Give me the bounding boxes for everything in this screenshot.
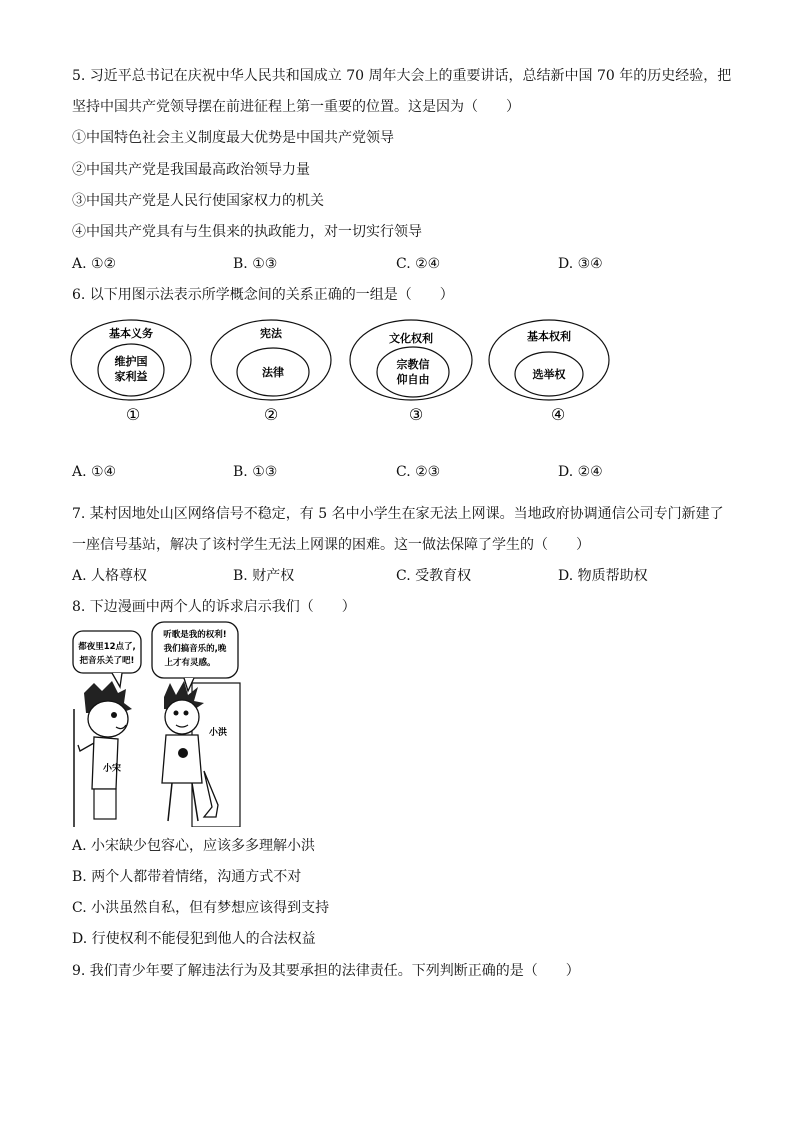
svg-text:都夜里12点了,: 都夜里12点了,: [78, 642, 136, 652]
q8-option-d[interactable]: D. 行使权利不能侵犯到他人的合法权益: [72, 931, 316, 947]
character-xiaohong: [162, 681, 227, 821]
svg-text:我们搞音乐的,晚: 我们搞音乐的,晚: [163, 644, 227, 654]
right-speech-bubble: [152, 622, 238, 691]
q7-option-b[interactable]: B. 财产权: [233, 568, 295, 584]
q5-option-b[interactable]: B. ①③: [233, 256, 278, 272]
q7-option-a[interactable]: A. 人格尊权: [72, 568, 148, 584]
venn-4-outer-label: 基本权利: [527, 330, 571, 343]
venn-1-inner-line1: 维护国: [114, 355, 148, 368]
q9-stem: 9. 我们青少年要了解违法行为及其要承担的法律责任。下列判断正确的是（ ）: [72, 963, 580, 979]
q6-stem: 6. 以下用图示法表示所学概念间的关系正确的一组是（ ）: [72, 287, 454, 303]
q5-option-d[interactable]: D. ③④: [558, 256, 603, 272]
svg-text:听歌是我的权利!: 听歌是我的权利!: [163, 630, 227, 640]
q7-stem-line1: 7. 某村因地处山区网络信号不稳定，有 5 名中小学生在家无法上网课。当地政府协调通信公司专门新建了: [72, 506, 724, 522]
venn-2-number: ②: [263, 405, 279, 424]
left-speech-bubble: [73, 631, 141, 687]
venn-3-inner-line2: 仰自由: [396, 373, 430, 386]
venn-2-inner-line1: 法律: [262, 366, 284, 379]
venn-diagrams: [68, 316, 628, 436]
q5-statement-4: ④中国共产党具有与生俱来的执政能力，对一切实行领导: [72, 224, 422, 240]
venn-diagram-4: [489, 320, 609, 424]
q5-statement-3: ③中国共产党是人民行使国家权力的机关: [72, 193, 324, 209]
venn-3-outer-label: 文化权利: [389, 332, 433, 345]
q5-option-c[interactable]: C. ②④: [396, 256, 441, 272]
q5-option-a[interactable]: A. ①②: [72, 256, 117, 272]
venn-4-number: ④: [550, 405, 566, 424]
q5-stem-line2: 坚持中国共产党领导摆在前进征程上第一重要的位置。这是因为（ ）: [72, 99, 520, 115]
character-xiaosong: [78, 681, 132, 819]
svg-text:上才有灵感。: 上才有灵感。: [164, 658, 216, 668]
name-label-xiaosong: 小宋: [102, 764, 122, 774]
venn-diagram-3: [350, 320, 472, 424]
venn-1-outer-label: 基本义务: [109, 327, 153, 340]
q7-stem-line2: 一座信号基站，解决了该村学生无法上网课的困难。这一做法保障了学生的（ ）: [72, 537, 590, 553]
venn-2-outer-label: 宪法: [260, 327, 282, 340]
name-label-xiaohong: 小洪: [208, 728, 228, 738]
q8-option-a[interactable]: A. 小宋缺少包容心，应该多多理解小洪: [72, 838, 316, 854]
venn-diagram-1: [71, 320, 191, 424]
venn-1-number: ①: [125, 405, 141, 424]
q8-option-c[interactable]: C. 小洪虽然自私，但有梦想应该得到支持: [72, 900, 330, 916]
q5-statement-2: ②中国共产党是我国最高政治领导力量: [72, 162, 310, 178]
q7-option-d[interactable]: D. 物质帮助权: [558, 568, 648, 584]
venn-3-number: ③: [408, 405, 424, 424]
comic-illustration: [72, 621, 242, 827]
q6-option-c[interactable]: C. ②③: [396, 464, 441, 480]
q6-option-d[interactable]: D. ②④: [558, 464, 603, 480]
q6-option-a[interactable]: A. ①④: [72, 464, 117, 480]
q8-option-b[interactable]: B. 两个人都带着情绪，沟通方式不对: [72, 869, 302, 885]
q5-statement-1: ①中国特色社会主义制度最大优势是中国共产党领导: [72, 130, 394, 146]
venn-1-inner-line2: 家利益: [114, 370, 148, 383]
q6-option-b[interactable]: B. ①③: [233, 464, 278, 480]
venn-4-inner-line1: 选举权: [532, 368, 566, 381]
svg-text:把音乐关了吧!: 把音乐关了吧!: [79, 656, 135, 666]
venn-3-inner-line1: 宗教信: [396, 358, 430, 371]
venn-diagram-2: [211, 320, 331, 424]
q7-option-c[interactable]: C. 受教育权: [396, 568, 472, 584]
q5-stem-line1: 5. 习近平总书记在庆祝中华人民共和国成立 70 周年大会上的重要讲话，总结新中国 70 年的历史经验，把: [72, 68, 732, 84]
q8-stem: 8. 下边漫画中两个人的诉求启示我们（ ）: [72, 599, 356, 615]
